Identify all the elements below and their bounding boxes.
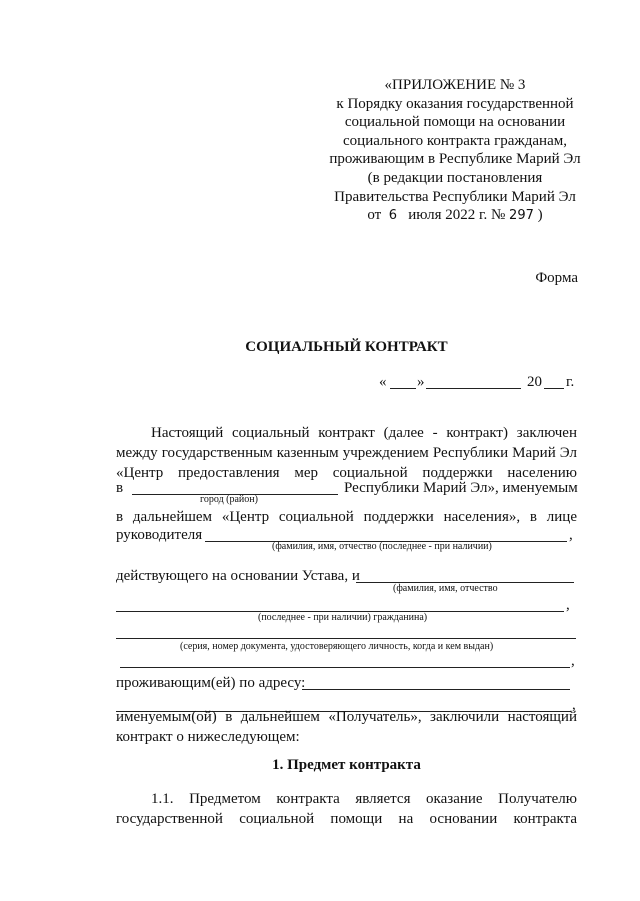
paragraph-line: Настоящий социальный контракт (далее - контракт) заключен (151, 425, 577, 441)
paragraph-line: «Центр предоставления мер социальной поддержки населению (116, 465, 577, 481)
caption-fio: (фамилия, имя, отчество (последнее - при наличии) (272, 541, 492, 552)
contract-date-line (379, 372, 387, 392)
decree-number: 297 (509, 208, 534, 224)
id-document-blank-2[interactable] (120, 667, 570, 668)
paragraph-line: в дальнейшем «Центр социальной поддержки населения», в лице (116, 509, 577, 525)
year-blank[interactable] (544, 388, 564, 389)
caption-fio-2: (фамилия, имя, отчество (393, 583, 498, 594)
paragraph-line: государственной социальной помощи на основании контракта (116, 811, 577, 827)
date-prefix: от (367, 207, 382, 224)
comma: , (569, 527, 573, 543)
address-blank[interactable] (302, 689, 570, 690)
day-blank[interactable] (390, 388, 416, 389)
appendix-line: проживающим в Республике Марий Эл (329, 151, 581, 168)
date-close-quote: » (417, 374, 425, 390)
id-document-blank[interactable] (116, 638, 576, 639)
caption-fio-3: (последнее - при наличии) гражданина) (258, 612, 428, 623)
appendix-header (300, 76, 610, 226)
appendix-line: (в редакции постановления (367, 169, 543, 186)
appendix-line: «ПРИЛОЖЕНИЕ № 3 (384, 77, 526, 93)
date-day: 6 (388, 208, 398, 224)
p1-line4-prefix: в (116, 480, 124, 496)
caption-city-district: город (район) (200, 494, 258, 505)
year-suffix: г. (566, 374, 575, 390)
appendix-date-line (300, 206, 610, 226)
page-title: СОЦИАЛЬНЫЙ КОНТРАКТ (245, 339, 448, 355)
appendix-line: социальной помощи на основании (344, 114, 566, 131)
p2-prefix: действующего на основании Устава, и (116, 568, 360, 584)
date-open-quote: « (379, 374, 387, 390)
date-month-year: июля 2022 г. № (408, 207, 506, 224)
paragraph-line: 1.1. Предметом контракта является оказание Получателю (151, 791, 577, 807)
appendix-line: социального контракта гражданам, (343, 132, 567, 149)
p1-line6-prefix: руководителя (116, 527, 203, 543)
appendix-line: Правительства Республики Марий Эл (334, 188, 576, 205)
date-close: ) (537, 207, 543, 224)
appendix-line: к Порядку оказания государственной (336, 95, 574, 112)
section-heading: 1. Предмет контракта (272, 757, 421, 773)
address-prefix: проживающим(ей) по адресу: (116, 675, 306, 691)
month-blank[interactable] (426, 388, 521, 389)
comma: , (572, 697, 576, 713)
paragraph-line: именуемым(ой) в дальнейшем «Получатель», заключили настоящий (116, 709, 577, 725)
year-prefix: 20 (527, 374, 542, 390)
caption-id-document: (серия, номер документа, удостоверяющего личность, когда и кем выдан) (180, 641, 494, 652)
paragraph-line: контракт о нижеследующем: (116, 729, 300, 745)
form-label: Форма (535, 270, 578, 286)
comma: , (571, 653, 575, 669)
comma: , (566, 597, 570, 613)
paragraph-line: между государственным казенным учреждением Республики Марий Эл (116, 445, 577, 461)
p1-line4-suffix: Республики Марий Эл», именуемым (344, 480, 578, 496)
